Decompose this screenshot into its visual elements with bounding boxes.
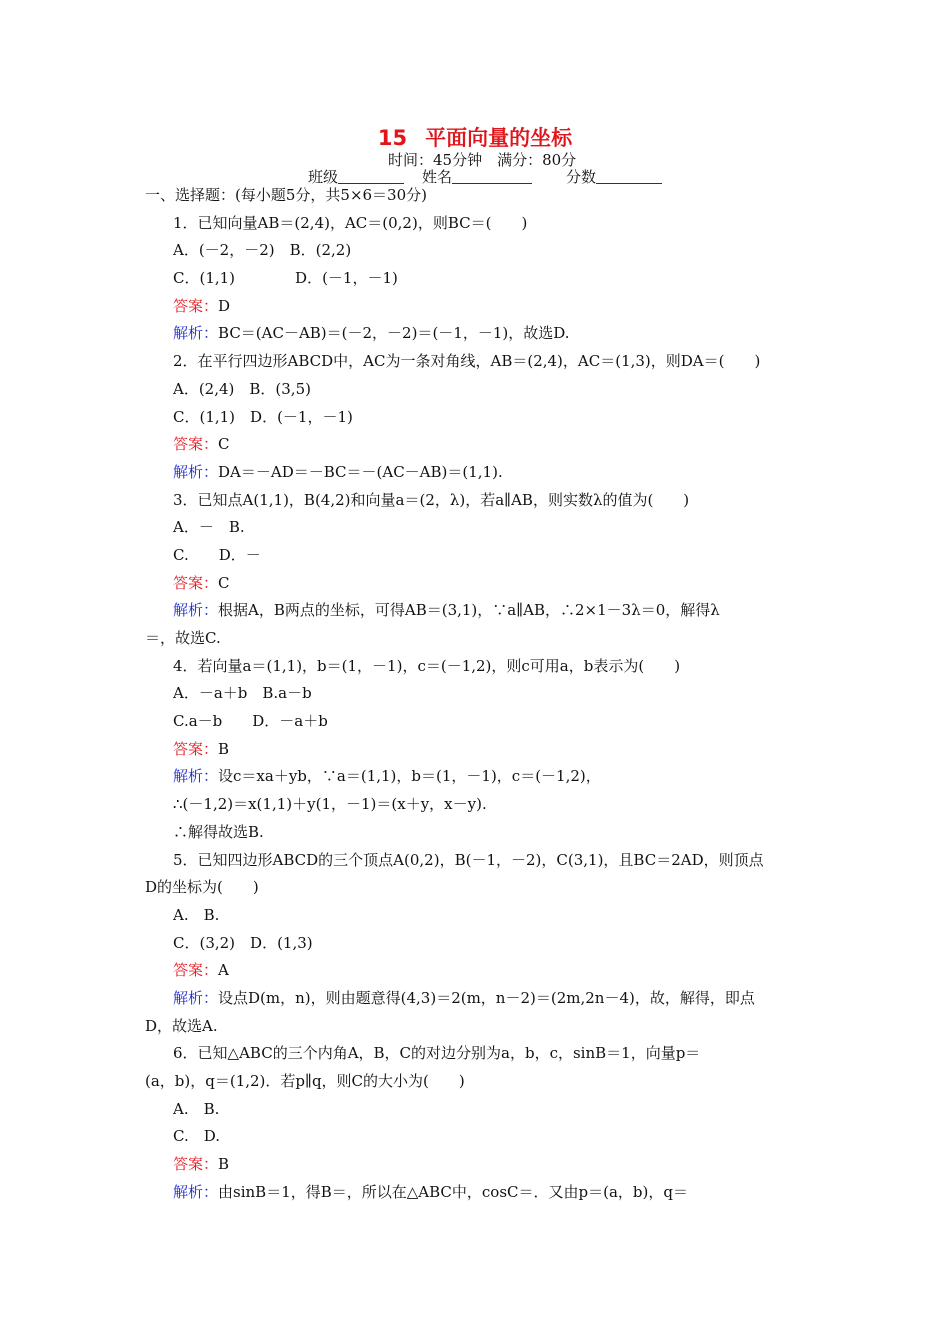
answer-value: B (218, 739, 230, 758)
question-option: A. B. (173, 1099, 220, 1118)
question-option: A．(－2，－2) B．(2,2) (173, 241, 352, 260)
explanation-continuation: ∴解得故选B. (173, 822, 264, 841)
explanation-label: 解析： (173, 601, 219, 620)
question-stem: 1．已知向量AB＝(2,4)，AC＝(0,2)，则BC＝( ) (173, 213, 528, 232)
answer-line (145, 957, 807, 985)
question-option: A．－ B. (173, 518, 245, 537)
answer-value: C (218, 573, 230, 592)
question-option: C. D. (173, 1127, 220, 1146)
answer-line (145, 1151, 807, 1179)
explanation-label: 解析： (173, 324, 219, 343)
question-option: A. B. (173, 905, 220, 924)
answer-label: 答案： (173, 1155, 219, 1174)
answer-line (145, 431, 807, 459)
question-option: C.a－b D．－a＋b (173, 712, 328, 731)
question-stem-continuation: D的坐标为( ) (145, 878, 259, 897)
answer-value: B (218, 1155, 230, 1174)
explanation-text: BC＝(AC－AB)＝(－2，－2)＝(－1，－1)，故选D. (218, 324, 570, 343)
class-label: 班级 (308, 168, 339, 186)
question-stem: 3．已知点A(1,1)，B(4,2)和向量a＝(2，λ)，若a∥AB，则实数λ的值为( ) (173, 490, 690, 509)
question-stem-continuation: (a，b)，q＝(1,2)．若p∥q，则C的大小为( ) (145, 1072, 465, 1090)
explanation-line (145, 597, 807, 625)
explanation-label: 解析： (173, 1182, 219, 1201)
explanation-continuation: ∴(－1,2)＝x(1,1)＋y(1，－1)＝(x＋y，x－y). (173, 795, 487, 814)
explanation-text: 根据A，B两点的坐标，可得AB＝(3,1)，∵a∥AB，∴2×1－3λ＝0，解得λ (218, 601, 720, 620)
question-option: A．－a＋b B.a－b (173, 684, 312, 703)
explanation-text: 设点D(m，n)，则由题意得(4,3)＝2(m，n－2)＝(2m,2n－4)，故，解得，即点 (218, 988, 755, 1007)
explanation-line (145, 1179, 807, 1207)
time-score-line: 时间：45分钟 满分：80分 (388, 151, 577, 169)
answer-label: 答案： (173, 296, 219, 315)
answer-label: 答案： (173, 739, 219, 758)
explanation-label: 解析： (173, 462, 219, 481)
question-stem: 2．在平行四边形ABCD中，AC为一条对角线，AB＝(2,4)，AC＝(1,3)，则DA＝( ) (173, 352, 761, 371)
question-list (145, 182, 807, 1206)
lesson-number: 15 (377, 126, 408, 150)
score-label: 分数 (566, 168, 597, 186)
question-stem: 6．已知△ABC的三个内角A，B，C的对边分别为a，b，c，sinB＝1，向量p＝ (173, 1044, 701, 1063)
question-option: C．(1,1) D．(－1，－1) (173, 407, 353, 426)
answer-label: 答案： (173, 435, 219, 454)
explanation-label: 解析： (173, 988, 219, 1007)
answer-value: D (218, 296, 231, 315)
answer-line (145, 570, 807, 598)
name-label: 姓名 (422, 168, 453, 186)
explanation-line (145, 763, 807, 791)
question-stem: 4．若向量a＝(1,1)，b＝(1，－1)，c＝(－1,2)，则c可用a，b表示为( ) (173, 656, 681, 675)
answer-value: C (218, 435, 230, 454)
explanation-text: 由sinB＝1，得B＝，所以在△ABC中，cosC＝．又由p＝(a，b)，q＝ (218, 1182, 688, 1201)
question-option: C．(1,1) D．(－1，－1) (173, 269, 398, 288)
explanation-text: 设c＝xa＋yb，∵a＝(1,1)，b＝(1，－1)，c＝(－1,2)， (218, 767, 601, 786)
question-option: C. D．－ (173, 545, 261, 564)
lesson-title: 平面向量的坐标 (425, 126, 573, 150)
answer-line (145, 736, 807, 764)
answer-label: 答案： (173, 573, 219, 592)
question-option: A．(2,4) B．(3,5) (173, 379, 311, 398)
answer-line (145, 293, 807, 321)
explanation-line (145, 320, 807, 348)
question-option: C．(3,2) D．(1,3) (173, 933, 313, 952)
explanation-line (145, 459, 807, 487)
explanation-text: DA＝－AD＝－BC＝－(AC－AB)＝(1,1). (218, 462, 503, 481)
explanation-label: 解析： (173, 767, 219, 786)
answer-label: 答案： (173, 961, 219, 980)
question-stem: 5．已知四边形ABCD的三个顶点A(0,2)，B(－1，－2)，C(3,1)，且BC＝2AD，则顶点 (173, 850, 764, 869)
explanation-continuation: ＝，故选C. (145, 629, 221, 647)
document-title (0, 122, 950, 152)
answer-value: A (218, 961, 229, 980)
explanation-continuation: D，故选A. (145, 1016, 218, 1035)
section-heading: 一、选择题：(每小题5分，共5×6＝30分) (145, 186, 427, 204)
explanation-line (145, 985, 807, 1013)
